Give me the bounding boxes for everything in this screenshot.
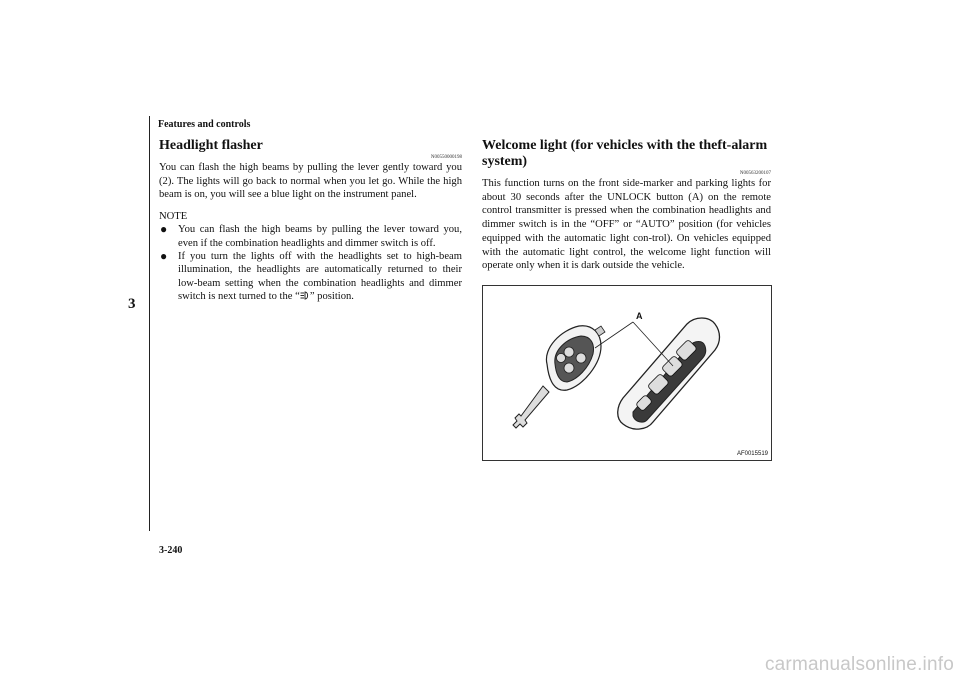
section-code: N00550000198: [430, 155, 462, 160]
chapter-tab: [127, 116, 150, 531]
note-text: If you turn the lights off with the headlights set to high-beam illumination, the headlights are automatically returned to their low-beam setting when the combination headlights and dimmer switch is next turned to the “: [178, 250, 462, 303]
figure-label-a: A: [636, 311, 643, 321]
note-item: [159, 250, 462, 304]
chapter-number: 3: [128, 296, 136, 312]
headlight-flasher-title: Headlight flasher: [159, 138, 263, 153]
headlight-flasher-body: You can flash the high beams by pulling the lever gently toward you (2). The lights will go back to normal when you let go. While the high beam is on, you will see a blue light on the instrument panel.: [159, 162, 462, 201]
headlight-icon: [300, 291, 310, 300]
key-fob-figure: [482, 285, 772, 461]
welcome-light-title: Welcome light (for vehicles with the theft-alarm system): [482, 138, 768, 169]
key-fob-illustration: [483, 286, 771, 460]
section-code: N00563200107: [739, 171, 771, 176]
note-text: You can flash the high beams by pulling the lever toward you, even if the combination headlights and dimmer switch is off.: [178, 224, 462, 249]
note-item: [159, 223, 462, 250]
section-header: Features and controls: [158, 119, 251, 130]
bullet-icon: ●: [160, 222, 168, 237]
bullet-icon: ●: [160, 248, 168, 263]
note-label: NOTE: [159, 211, 188, 223]
left-column: [159, 138, 462, 304]
note-list: [159, 223, 462, 303]
note-text-tail: ” position.: [309, 291, 354, 303]
right-column: [482, 138, 771, 273]
welcome-light-body: This function turns on the front side-marker and parking lights for about 30 seconds after the UNLOCK button (A) on the remote control transmitter is pressed when the combination headlights and dimmer switch is in the “OFF” or “AUTO” position (for vehicles equipped with the automatic light con-trol). On vehicles equipped with the automatic light control, the welcome light function will operate only when it is dark outside the vehicle.: [482, 178, 771, 272]
watermark: carmanualsonline.info: [764, 654, 954, 675]
page-number: 3-240: [159, 545, 183, 556]
figure-code: AF0015519: [736, 451, 768, 457]
